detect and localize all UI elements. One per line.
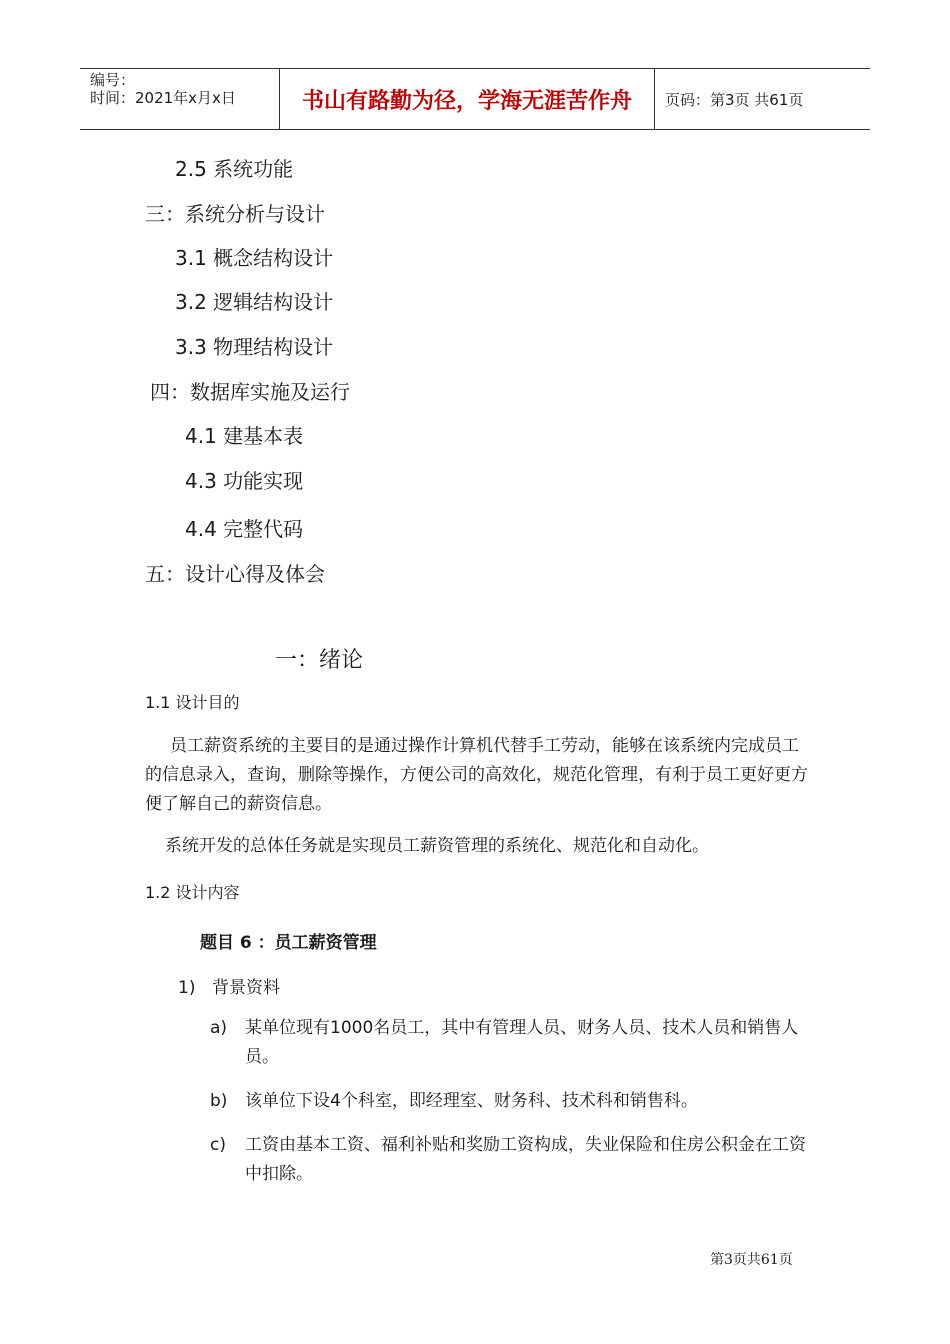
list-letter: b)	[210, 1091, 228, 1111]
list-letter: c)	[210, 1135, 226, 1155]
paragraph-purpose: 员工薪资系统的主要目的是通过操作计算机代替手工劳动，能够在该系统内完成员工的信息录入，查询，删除等操作，方便公司的高效化，规范化管理，有利于员工更好更方便了解自己的薪资信息。	[145, 736, 808, 814]
list-item	[178, 973, 280, 998]
header-meta-cell	[80, 69, 280, 129]
list-text: 某单位现有1000名员工，其中有管理人员、财务人员、技术人员和销售人员。	[245, 1018, 799, 1067]
toc-item-3-3: 3.3 物理结构设计	[175, 335, 334, 359]
list-item-a	[210, 1014, 810, 1072]
section-heading-1-2: 1.2 设计内容	[145, 883, 240, 902]
list-letter: a)	[210, 1018, 228, 1038]
toc-chapter-3: 三：系统分析与设计	[145, 202, 325, 226]
page-header	[80, 68, 870, 130]
header-page-label: 页码：第3页 共61页	[665, 90, 804, 109]
toc-item-2-5: 2.5 系统功能	[175, 157, 294, 181]
list-text: 工资由基本工资、福利补贴和奖励工资构成，失业保险和住房公积金在工资中扣除。	[245, 1135, 806, 1184]
section-heading-1-1: 1.1 设计目的	[145, 693, 240, 712]
date-label: 时间：2021年x月x日	[90, 89, 236, 107]
serial-label: 编号：	[90, 71, 136, 89]
paragraph-task: 系统开发的总体任务就是实现员工薪资管理的系统化、规范化和自动化。	[165, 836, 709, 856]
toc-item-3-2: 3.2 逻辑结构设计	[175, 290, 334, 314]
toc-chapter-4: 四：数据库实施及运行	[150, 380, 350, 404]
list-number: 1)	[178, 978, 196, 998]
list-item-c	[210, 1131, 810, 1189]
chapter-title: 一：绪论	[275, 648, 364, 673]
list-text: 背景资料	[212, 978, 280, 998]
toc-item-4-4: 4.4 完整代码	[185, 517, 304, 541]
toc-item-4-1: 4.1 建基本表	[185, 424, 304, 448]
topic-title: 题目 6 ：员工薪资管理	[200, 933, 377, 953]
page-footer: 第3页共61页	[710, 1252, 793, 1268]
toc-item-4-3: 4.3 功能实现	[185, 469, 304, 493]
header-motto: 书山有路勤为径，学海无涯苦作舟	[280, 69, 655, 129]
toc-item-3-1: 3.1 概念结构设计	[175, 246, 334, 270]
list-text: 该单位下设4个科室，即经理室、财务科、技术科和销售科。	[245, 1091, 698, 1111]
list-item-b	[210, 1087, 810, 1116]
toc-chapter-5: 五：设计心得及体会	[145, 562, 325, 586]
